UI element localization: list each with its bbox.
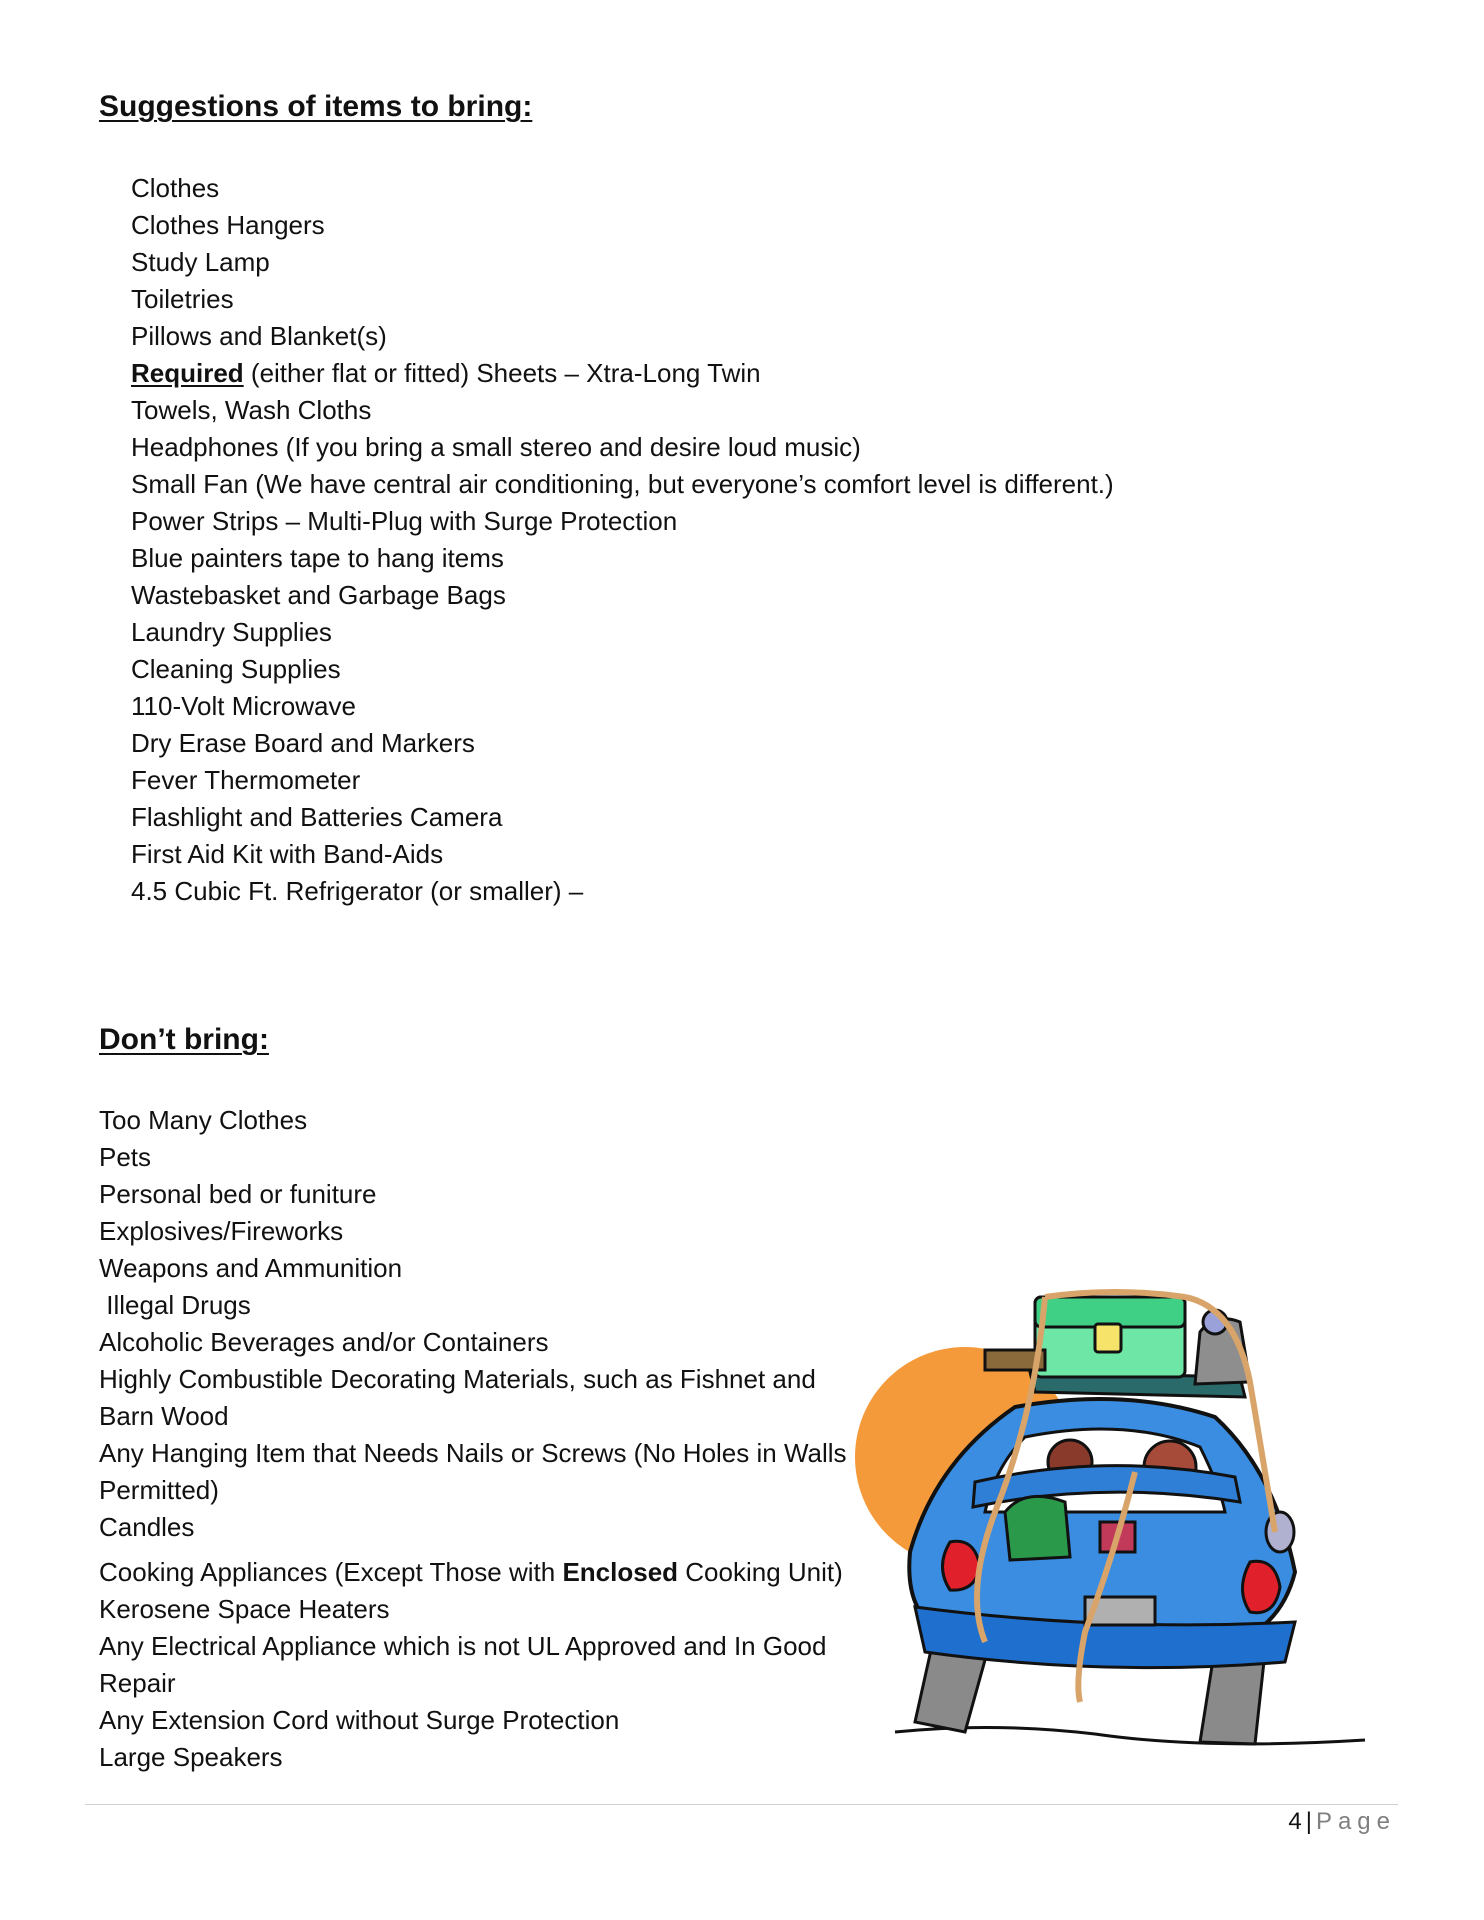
list-item: Study Lamp bbox=[131, 247, 270, 277]
list-item: Laundry Supplies bbox=[131, 617, 332, 647]
list-item: Large Speakers bbox=[99, 1742, 283, 1772]
suggestions-list bbox=[131, 170, 1114, 910]
list-item: Clothes bbox=[131, 173, 220, 203]
packed-car-illustration bbox=[855, 1212, 1375, 1772]
list-item: Cleaning Supplies bbox=[131, 654, 341, 684]
list-item: Illegal Drugs bbox=[99, 1290, 251, 1320]
list-item: Weapons and Ammunition bbox=[99, 1253, 403, 1283]
list-item: Clothes Hangers bbox=[131, 210, 325, 240]
cooking-text-after: Cooking Unit) bbox=[678, 1557, 843, 1587]
list-item: Kerosene Space Heaters bbox=[99, 1594, 390, 1624]
page-footer bbox=[1288, 1808, 1396, 1836]
list-item: Flashlight and Batteries Camera bbox=[131, 802, 503, 832]
list-item: Too Many Clothes bbox=[99, 1105, 308, 1135]
right-tail-light bbox=[1243, 1561, 1281, 1612]
list-item: Fever Thermometer bbox=[131, 765, 361, 795]
list-item: Blue painters tape to hang items bbox=[131, 543, 504, 573]
list-item: Dry Erase Board and Markers bbox=[131, 728, 475, 758]
list-item: Headphones (If you bring a small stereo and desire loud music) bbox=[131, 432, 861, 462]
dont-bring-heading: Don’t bring: bbox=[99, 1023, 269, 1056]
enclosed-label: Enclosed bbox=[562, 1557, 679, 1587]
required-text: (either flat or fitted) Sheets – Xtra-Long Twin bbox=[243, 358, 761, 388]
list-item-required-sheets bbox=[131, 355, 1114, 392]
cooking-text-before: Cooking Appliances (Except Those with bbox=[99, 1557, 563, 1587]
list-item: Explosives/Fireworks bbox=[99, 1216, 344, 1246]
list-item: Small Fan (We have central air conditioning, but everyone’s comfort level is different.) bbox=[131, 469, 1114, 499]
list-item: Wastebasket and Garbage Bags bbox=[131, 580, 506, 610]
footer-separator: | bbox=[1305, 1808, 1312, 1835]
page-number: 4 bbox=[1288, 1808, 1302, 1835]
suggestions-heading: Suggestions of items to bring: bbox=[99, 90, 533, 123]
list-item: Power Strips – Multi-Plug with Surge Protection bbox=[131, 506, 678, 536]
list-item: Alcoholic Beverages and/or Containers bbox=[99, 1327, 549, 1357]
green-backpack bbox=[1005, 1496, 1070, 1560]
list-item: Toiletries bbox=[131, 284, 234, 314]
list-item: Pillows and Blanket(s) bbox=[131, 321, 387, 351]
list-item: Pets bbox=[99, 1142, 152, 1172]
list-item: Any Hanging Item that Needs Nails or Screws (No Holes in Walls Permitted) bbox=[99, 1438, 847, 1505]
left-tail-light bbox=[943, 1541, 981, 1590]
list-item: Candles bbox=[99, 1512, 195, 1542]
trunk-latch bbox=[1095, 1324, 1121, 1352]
required-label: Required bbox=[131, 358, 244, 388]
list-item: Any Electrical Appliance which is not UL Approved and In Good Repair bbox=[99, 1631, 827, 1698]
list-item: Any Extension Cord without Surge Protection bbox=[99, 1705, 620, 1735]
page-label: Page bbox=[1315, 1808, 1396, 1835]
dont-bring-list bbox=[99, 1102, 859, 1776]
footer-rule bbox=[85, 1804, 1398, 1805]
list-item: 4.5 Cubic Ft. Refrigerator (or smaller) – bbox=[131, 876, 584, 906]
list-item: First Aid Kit with Band-Aids bbox=[131, 839, 444, 869]
list-item-cooking-appliances bbox=[99, 1554, 859, 1591]
list-item: 110-Volt Microwave bbox=[131, 691, 356, 721]
list-item: Personal bed or funiture bbox=[99, 1179, 377, 1209]
list-item: Towels, Wash Cloths bbox=[131, 395, 372, 425]
list-item: Highly Combustible Decorating Materials, such as Fishnet and Barn Wood bbox=[99, 1364, 816, 1431]
